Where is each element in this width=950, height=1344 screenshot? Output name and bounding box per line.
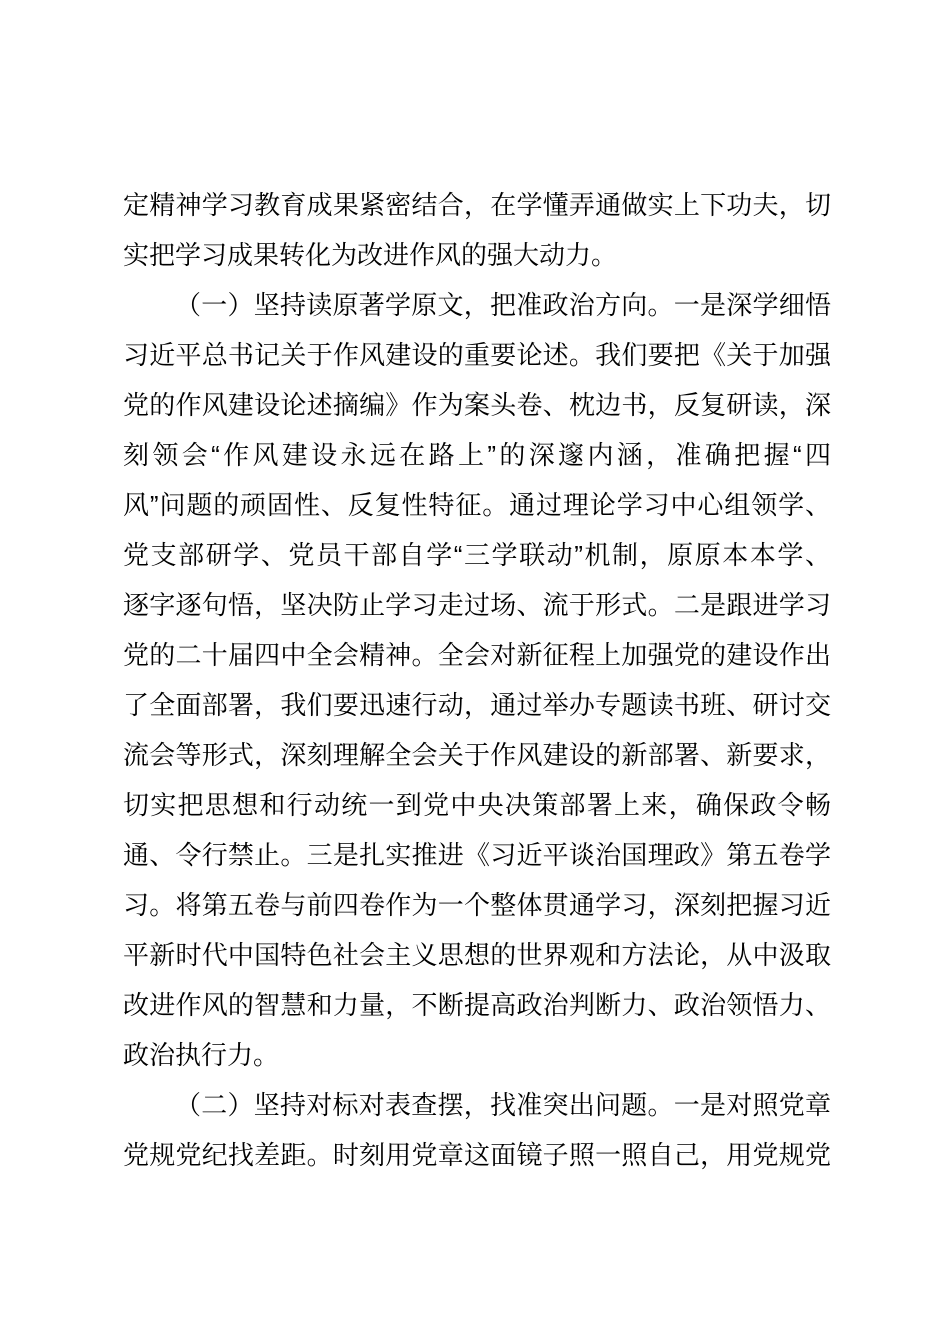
text-line: 了全面部署，我们要迅速行动，通过举办专题读书班、研讨交 — [123, 690, 831, 720]
text-line: （一）坚持读原著学原文，把准政治方向。一是深学细悟 — [175, 290, 831, 320]
text-line: 习近平总书记关于作风建设的重要论述。我们要把《关于加强 — [123, 340, 831, 370]
text-line: 刻领会“作风建设永远在路上”的深邃内涵，准确把握“四 — [123, 440, 831, 470]
text-line: 党支部研学、党员干部自学“三学联动”机制，原原本本学、 — [123, 540, 831, 570]
text-line: 定精神学习教育成果紧密结合，在学懂弄通做实上下功夫，切 — [123, 190, 831, 220]
paragraph — [123, 180, 831, 280]
document-body — [123, 180, 831, 1180]
text-line: 通、令行禁止。三是扎实推进《习近平谈治国理政》第五卷学 — [123, 840, 831, 870]
text-line: 党的二十届四中全会精神。全会对新征程上加强党的建设作出 — [123, 640, 831, 670]
text-line: 实把学习成果转化为改进作风的强大动力。 — [123, 240, 618, 270]
text-line: 平新时代中国特色社会主义思想的世界观和方法论，从中汲取 — [123, 940, 831, 970]
paragraph — [123, 1080, 831, 1180]
text-line: 政治执行力。 — [123, 1040, 280, 1070]
text-line: 改进作风的智慧和力量，不断提高政治判断力、政治领悟力、 — [123, 990, 831, 1020]
text-line: （二）坚持对标对表查摆，找准突出问题。一是对照党章 — [175, 1090, 831, 1120]
paragraph — [123, 280, 831, 1080]
text-line: 习。将第五卷与前四卷作为一个整体贯通学习，深刻把握习近 — [123, 890, 831, 920]
text-line: 风”问题的顽固性、反复性特征。通过理论学习中心组领学、 — [123, 490, 831, 520]
text-line: 切实把思想和行动统一到党中央决策部署上来，确保政令畅 — [123, 790, 831, 820]
text-line: 党的作风建设论述摘编》作为案头卷、枕边书，反复研读，深 — [123, 390, 831, 420]
text-line: 逐字逐句悟，坚决防止学习走过场、流于形式。二是跟进学习 — [123, 590, 831, 620]
text-line: 党规党纪找差距。时刻用党章这面镜子照一照自己，用党规党 — [123, 1140, 831, 1170]
text-line: 流会等形式，深刻理解全会关于作风建设的新部署、新要求， — [123, 740, 831, 770]
